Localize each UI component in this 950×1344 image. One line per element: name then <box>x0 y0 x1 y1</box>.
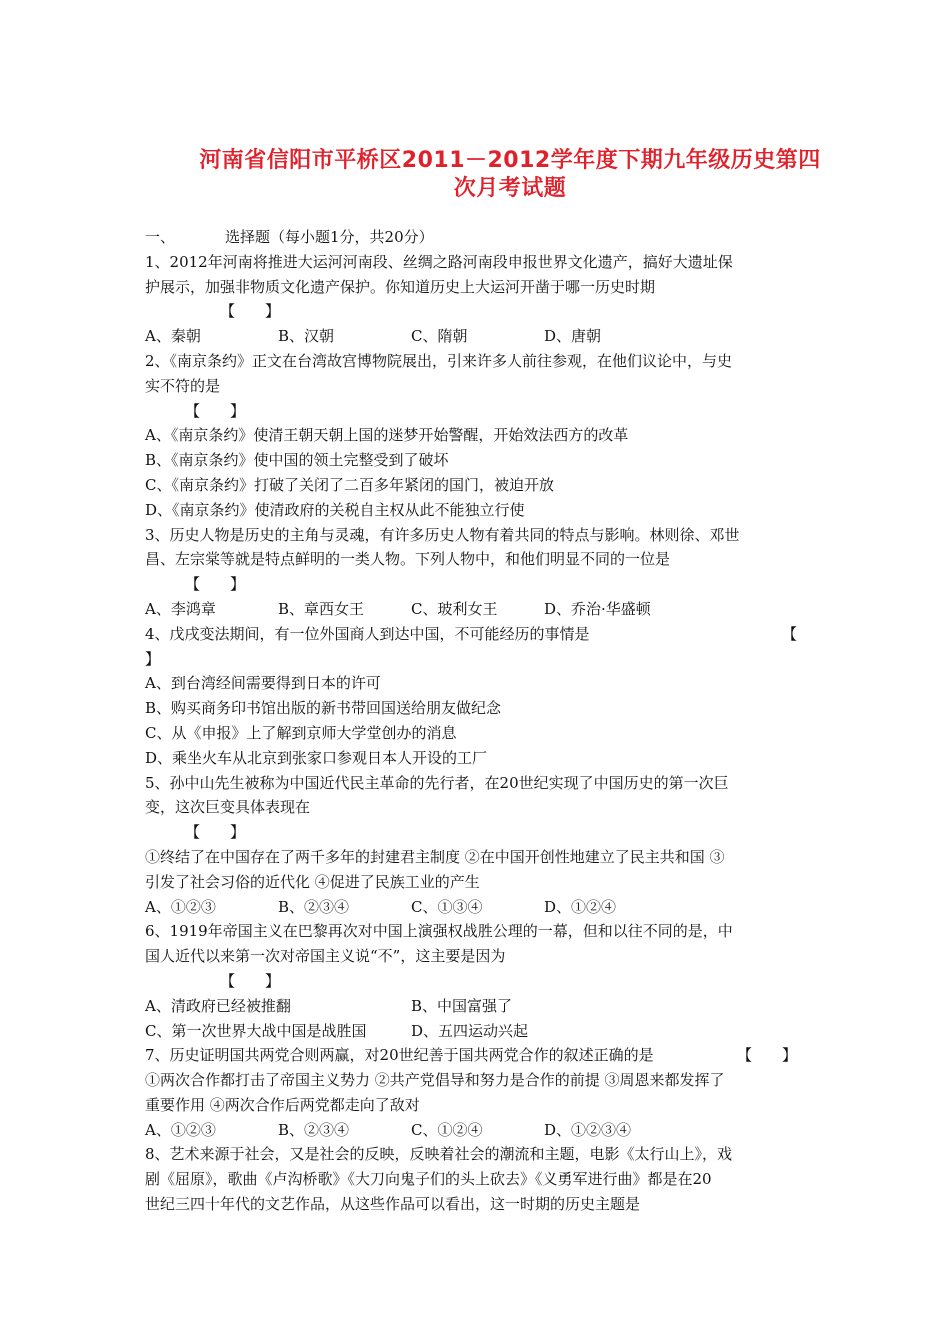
question-5-stem: 变，这次巨变具体表现在 <box>145 798 311 817</box>
document-title-line-1: 河南省信阳市平桥区2011－2012学年度下期九年级历史第四 <box>199 148 821 173</box>
question-5-stem: 5、孙中山先生被称为中国近代民主革命的先行者，在20世纪实现了中国历史的第一次巨 <box>145 773 729 792</box>
question-6-stem: 6、1919年帝国主义在巴黎再次对中国上演强权战胜公理的一幕，但和以往不同的是，中 <box>145 922 733 941</box>
section-number: 一、 <box>145 228 176 246</box>
option: B、②③④ <box>278 1120 350 1139</box>
question-1-stem: 1、2012年河南将推进大运河河南段、丝绸之路河南段申报世界文化遗产，搞好大遗址保 <box>145 252 733 271</box>
option: B、《南京条约》使中国的领土完整受到了破坏 <box>145 451 449 470</box>
option: D、五四运动兴起 <box>411 1021 529 1040</box>
question-6-stem: 国人近代以来第一次对帝国主义说“不”，这主要是因为 <box>145 947 506 966</box>
option: B、②③④ <box>278 897 350 916</box>
option: A、①②③ <box>145 897 216 916</box>
option: A、李鸿章 <box>145 599 216 618</box>
answer-bracket: 【 】 <box>736 1046 797 1065</box>
option: B、章西女王 <box>278 599 365 618</box>
question-6-options <box>145 1019 815 1044</box>
question-4-stem-text: 4、戊戌变法期间，有一位外国商人到达中国，不可能经历的事情是 <box>145 624 590 643</box>
option: D、乘坐火车从北京到张家口参观日本人开设的工厂 <box>145 748 488 767</box>
option: C、玻利女王 <box>411 599 498 618</box>
question-3-options <box>145 597 815 622</box>
question-5-options <box>145 895 815 920</box>
section-label: 选择题（每小题1分，共20分） <box>225 228 434 246</box>
option: D、①②③④ <box>544 1120 632 1139</box>
question-1-options <box>145 324 815 349</box>
answer-bracket: 【 】 <box>185 823 246 842</box>
question-8-stem: 8、艺术来源于社会，又是社会的反映，反映着社会的潮流和主题，电影《太行山上》，戏 <box>145 1145 733 1164</box>
exam-content <box>145 225 815 1217</box>
question-8-stem: 剧《屈原》，歌曲《卢沟桥歌》《大刀向鬼子们的头上砍去》《义勇军进行曲》都是在20 <box>145 1170 712 1189</box>
option: A、清政府已经被推翻 <box>145 996 291 1015</box>
option: D、《南京条约》使清政府的关税自主权从此不能独立行使 <box>145 500 525 519</box>
question-3-stem: 昌、左宗棠等就是特点鲜明的一类人物。下列人物中，和他们明显不同的一位是 <box>145 550 671 569</box>
option: C、从《申报》上了解到京师大学堂创办的消息 <box>145 723 457 742</box>
question-7-items: ①两次合作都打击了帝国主义势力 ②共产党倡导和努力是合作的前提 ③周恩来都发挥了 <box>145 1071 725 1090</box>
question-4-stem <box>145 622 815 647</box>
question-1-stem: 护展示，加强非物质文化遗产保护。你知道历史上大运河开凿于哪一历史时期 <box>145 277 656 296</box>
question-2-stem: 2、《南京条约》正文在台湾故宫博物院展出，引来许多人前往参观，在他们议论中，与史 <box>145 351 733 370</box>
option: B、购买商务印书馆出版的新书带回国送给朋友做纪念 <box>145 699 502 718</box>
option: D、乔治·华盛顿 <box>544 599 651 618</box>
question-7-options <box>145 1118 815 1143</box>
option: A、《南京条约》使清王朝天朝上国的迷梦开始警醒，开始效法西方的改革 <box>145 426 629 445</box>
option: C、《南京条约》打破了关闭了二百多年紧闭的国门，被迫开放 <box>145 475 554 494</box>
question-3-stem: 3、历史人物是历史的主角与灵魂，有许多历史人物有着共同的特点与影响。林则徐、邓世 <box>145 525 740 544</box>
answer-bracket: 【 】 <box>185 401 246 420</box>
question-7-stem-text: 7、历史证明国共两党合则两赢，对20世纪善于国共两党合作的叙述正确的是 <box>145 1046 654 1065</box>
option: C、①②④ <box>411 1120 483 1139</box>
question-5-items: ①终结了在中国存在了两千多年的封建君主制度 ②在中国开创性地建立了民主共和国 ③ <box>145 847 725 866</box>
option: A、①②③ <box>145 1120 216 1139</box>
option: B、汉朝 <box>278 327 335 346</box>
option: A、到台湾经间需要得到日本的许可 <box>145 674 381 693</box>
answer-bracket-open: 【 <box>781 624 797 643</box>
option: A、秦朝 <box>145 327 201 346</box>
question-5-items: 引发了社会习俗的近代化 ④促进了民族工业的产生 <box>145 872 480 891</box>
option: C、①③④ <box>411 897 483 916</box>
option: C、隋朝 <box>411 327 468 346</box>
question-7-stem <box>145 1043 815 1068</box>
question-8-stem: 世纪三四十年代的文艺作品，从这些作品可以看出，这一时期的历史主题是 <box>145 1195 641 1214</box>
document-title-line-2: 次月考试题 <box>453 176 567 201</box>
question-7-items: 重要作用 ④两次合作后两党都走向了敌对 <box>145 1095 420 1114</box>
option: B、中国富强了 <box>411 996 513 1015</box>
answer-bracket: 【 】 <box>220 302 281 321</box>
section-heading <box>145 225 815 250</box>
answer-bracket: 【 】 <box>185 575 246 594</box>
answer-bracket-close: 】 <box>145 649 161 668</box>
question-2-stem: 实不符的是 <box>145 376 221 395</box>
answer-bracket: 【 】 <box>220 971 281 990</box>
option: D、①②④ <box>544 897 617 916</box>
option: D、唐朝 <box>544 327 602 346</box>
option: C、第一次世界大战中国是战胜国 <box>145 1021 367 1040</box>
question-6-options <box>145 994 815 1019</box>
